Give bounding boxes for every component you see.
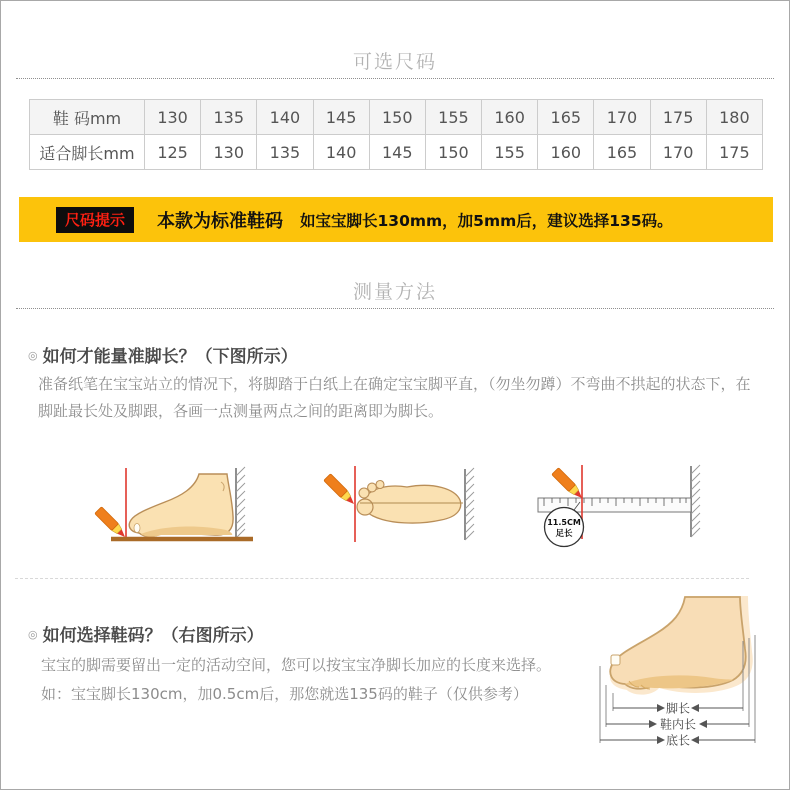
measure-label: 脚长 <box>665 701 691 716</box>
size-cell: 165 <box>594 135 650 170</box>
wall-hatch <box>465 468 474 540</box>
ruler-measure-illustration <box>534 453 699 551</box>
size-cell: 175 <box>650 100 706 135</box>
size-tip-badge: 尺码提示 <box>56 207 134 233</box>
bubble-measurement-value: 11.5CM <box>547 518 581 527</box>
footprint-shape <box>363 485 461 523</box>
big-toe <box>357 499 373 515</box>
size-cell: 125 <box>145 135 201 170</box>
measure-label: 鞋内长 <box>659 717 697 732</box>
dotted-divider-top <box>16 78 774 79</box>
foot-side-measure-illustration <box>101 456 261 551</box>
size-cell: 155 <box>482 135 538 170</box>
size-cell: 170 <box>650 135 706 170</box>
measure-label: 底长 <box>665 733 691 748</box>
measure-row-sole-length <box>600 733 755 748</box>
choose-size-body <box>41 651 601 709</box>
size-cell: 175 <box>706 135 762 170</box>
size-cell: 145 <box>369 135 425 170</box>
size-table <box>29 99 763 170</box>
toenail <box>134 524 140 533</box>
section-title-measuring-method: 测量方法 <box>352 281 437 303</box>
size-cell: 155 <box>425 100 481 135</box>
dashed-divider <box>15 578 749 579</box>
size-cell: 150 <box>369 100 425 135</box>
measure-length-heading-text: 如何才能量准脚长？（下图所示） <box>42 347 298 367</box>
bubble-measurement-label: 足长 <box>555 529 573 539</box>
measure-length-body: 准备纸笔在宝宝站立的情况下，将脚踏于白纸上在确定宝宝脚平直，（勿坐勿蹲）不弯曲不拱起的状态下，在脚趾最长处及脚跟，各画一点测量两点之间的距离即为脚长。 <box>38 375 751 420</box>
pencil-icon <box>95 507 129 541</box>
circle-bullet-icon: ◎ <box>28 628 38 641</box>
size-cell: 130 <box>145 100 201 135</box>
measure-row-inner-length <box>606 717 749 732</box>
foot-side-shape <box>610 597 745 689</box>
pencil-icon <box>324 474 358 508</box>
circle-bullet-icon: ◎ <box>28 349 38 362</box>
size-cell: 160 <box>538 135 594 170</box>
toenail <box>611 655 620 665</box>
size-row-header: 适合脚长mm <box>30 135 145 170</box>
foot-length-annotation-illustration <box>593 593 763 765</box>
table-row-foot-length <box>30 135 763 170</box>
toe <box>368 483 377 492</box>
size-cell: 130 <box>201 135 257 170</box>
size-cell: 145 <box>313 100 369 135</box>
choose-size-body-line1: 宝宝的脚需要留出一定的活动空间，您可以按宝宝净脚长加应的长度来选择。 <box>41 656 552 674</box>
dotted-divider-middle <box>16 308 774 309</box>
section-title-available-sizes: 可选尺码 <box>352 51 437 73</box>
banner-headline: 本款为标准鞋码 <box>157 210 284 232</box>
measurement-bubble <box>545 508 584 547</box>
footprint-measure-illustration <box>319 456 469 551</box>
toe <box>376 481 384 489</box>
size-cell: 170 <box>594 100 650 135</box>
pencil-icon <box>552 468 586 502</box>
table-row-shoe-size <box>30 100 763 135</box>
banner-detail: 如宝宝脚长130mm，加5mm后，建议选择135码。 <box>300 211 673 230</box>
wall-hatch <box>236 467 245 538</box>
choose-size-heading <box>28 621 264 646</box>
size-cell: 150 <box>425 135 481 170</box>
size-cell: 165 <box>538 100 594 135</box>
wall-hatch <box>691 465 700 537</box>
size-cell: 180 <box>706 100 762 135</box>
measure-length-heading <box>28 342 298 367</box>
size-cell: 135 <box>201 100 257 135</box>
size-cell: 140 <box>313 135 369 170</box>
size-cell: 135 <box>257 135 313 170</box>
size-cell: 160 <box>482 100 538 135</box>
choose-size-heading-text: 如何选择鞋码？（右图所示） <box>42 626 264 646</box>
choose-size-body-line2: 如：宝宝脚长130cm，加0.5cm后，那您就选135码的鞋子（仅供参考） <box>41 685 528 703</box>
measure-row-foot-length <box>613 701 743 716</box>
size-cell: 140 <box>257 100 313 135</box>
size-row-header: 鞋 码mm <box>30 100 145 135</box>
size-tip-banner <box>19 197 773 242</box>
